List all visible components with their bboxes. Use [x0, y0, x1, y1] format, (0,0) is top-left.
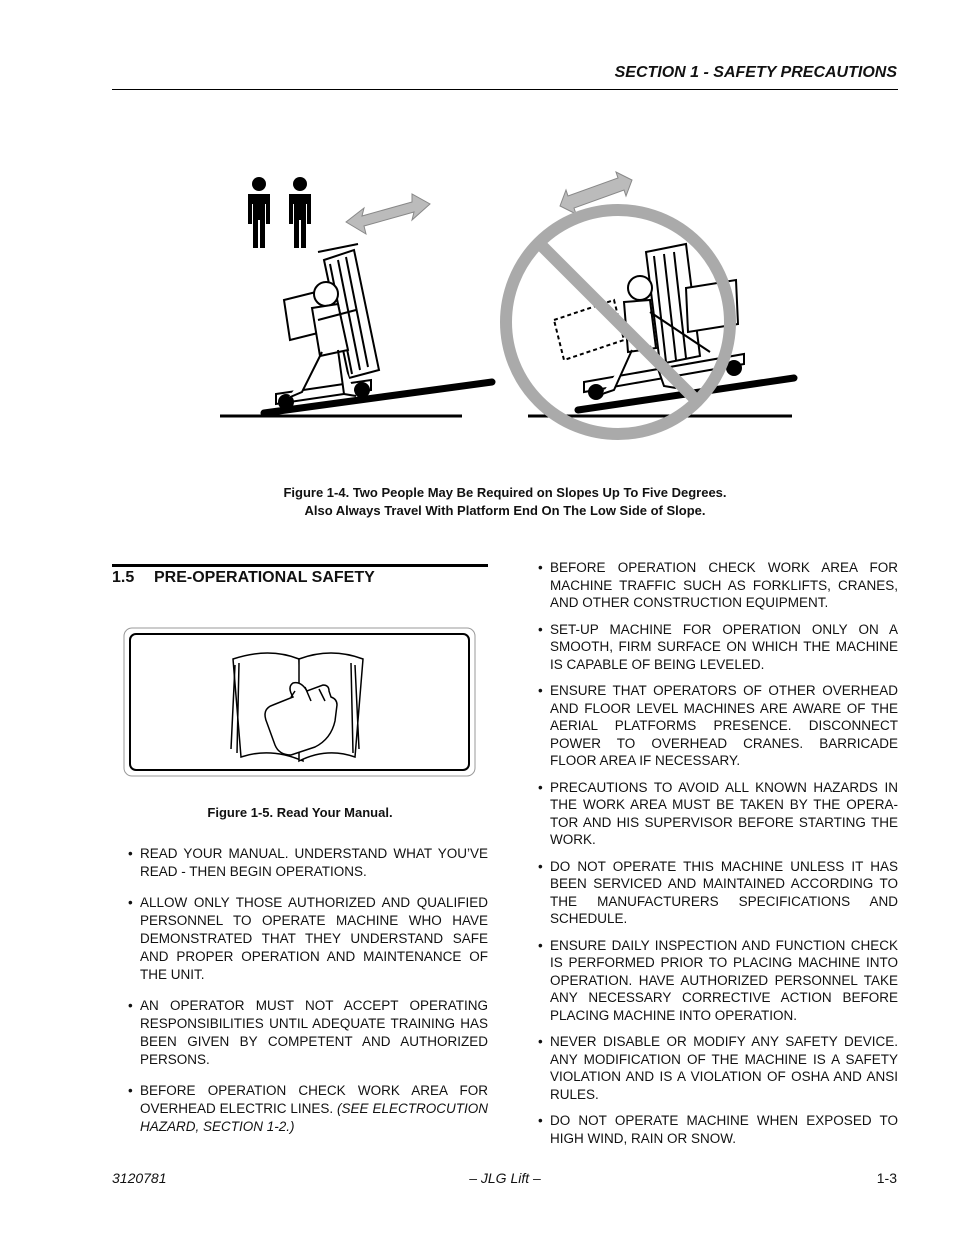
- item-text: AN OPERATOR MUST NOT ACCEPT OPERATING RESPONSIBILITIES UNTIL ADEQUATE TRAINING HAS BEEN GIVEN BY COMPETENT AND AUTHORIZED PERSONS.: [140, 998, 488, 1067]
- item-text: NEVER DISABLE OR MODIFY ANY SAFETY DEVICE. ANY MODIFICATION OF THE MACHINE IS A SAFETY VIOLATION AND IS A VIOLATION OF OSHA AND ANSI RULES.: [550, 1034, 898, 1102]
- list-item: [128, 1082, 488, 1136]
- item-text: ENSURE DAILY INSPECTION AND FUNCTION CHECK IS PERFORMED PRIOR TO PLACING MACHINE INTO OPERATION. HAVE AUTHORIZED PERSONNEL TAKE ANY NECESSARY CORRECTIVE ACTION BEFORE PLACING MACHINE INTO OPERATION.: [550, 937, 898, 1023]
- item-text: READ YOUR MANUAL. UNDERSTAND WHAT YOU’VE READ - THEN BEGIN OPERATIONS.: [140, 846, 488, 879]
- item-text: DO NOT OPERATE THIS MACHINE UNLESS IT HAS BEEN SERVICED AND MAINTAINED ACCORDING TO THE MANUFACTURERS SPECIFICATIONS AND SCHEDULE.: [550, 858, 898, 926]
- item-text: SET-UP MACHINE FOR OPERATION ONLY ON A SMOOTH, FIRM SURFACE ON WHICH THE MACHINE IS CAPABLE OF BEING LEVELED.: [550, 621, 898, 672]
- list-item: [538, 621, 898, 674]
- left-column: [128, 845, 488, 1149]
- list-item: [128, 845, 488, 881]
- two-people-icon: [248, 177, 311, 248]
- list-item: [538, 559, 898, 612]
- bullet: •: [128, 998, 133, 1013]
- list-item: [538, 779, 898, 849]
- bullet: •: [128, 1083, 133, 1098]
- list-item: [538, 682, 898, 770]
- figure-1-5-caption: Figure 1-5. Read Your Manual.: [207, 805, 393, 820]
- right-column: [538, 559, 898, 1156]
- list-item: [538, 937, 898, 1025]
- section-number: 1.5: [112, 569, 135, 586]
- caption-line: Also Always Travel With Platform End On The Low Side of Slope.: [304, 503, 706, 518]
- bullet: •: [538, 683, 543, 698]
- list-item: [538, 1112, 898, 1147]
- section-heading: [112, 569, 375, 587]
- header-rule: [112, 89, 898, 90]
- item-reference: (SEE ELECTROCUTION HAZARD, SECTION 1-2.): [140, 1101, 488, 1134]
- figure-1-4-caption: [112, 484, 898, 520]
- list-item: [538, 858, 898, 928]
- bullet: •: [538, 1113, 543, 1128]
- bullet: •: [128, 895, 133, 910]
- list-item: [128, 997, 488, 1069]
- section-rule: [112, 564, 488, 567]
- item-text: ENSURE THAT OPERATORS OF OTHER OVERHEAD AND FLOOR LEVEL MACHINES ARE AWARE OF THE AERIAL PLATFORMS PRESENCE. DISCONNECT POWER TO OVERHEAD CRANES. BARRICADE FLOOR AREA IF NECESSARY.: [550, 683, 898, 768]
- footer-page-number: 1-3: [876, 1170, 897, 1186]
- bullet: •: [538, 621, 543, 637]
- item-text: DO NOT OPERATE MACHINE WHEN EXPOSED TO HIGH WIND, RAIN OR SNOW.: [550, 1113, 898, 1146]
- footer-publisher: – JLG Lift –: [469, 1170, 541, 1186]
- figure-slope-illustration: [214, 170, 804, 460]
- bullet: •: [538, 1034, 543, 1049]
- item-text: BEFORE OPERATION CHECK WORK AREA FOR OVERHEAD ELECTRIC LINES.: [140, 1083, 488, 1116]
- bullet: •: [538, 858, 543, 874]
- list-item: [538, 1033, 898, 1103]
- section-title: PRE-OPERATIONAL SAFETY: [154, 569, 375, 586]
- double-arrow-icon: [346, 194, 430, 234]
- bullet: •: [128, 846, 133, 861]
- caption-line: Figure 1-4. Two People May Be Required on Slopes Up To Five Degrees.: [283, 485, 727, 500]
- list-item: [128, 894, 488, 984]
- item-text: PRECAUTIONS TO AVOID ALL KNOWN HAZARDS IN THE WORK AREA MUST BE TAKEN BY THE OPERA-TOR AND HIS SUPERVISOR BEFORE STARTING THE WORK.: [550, 779, 898, 847]
- item-text: ALLOW ONLY THOSE AUTHORIZED AND QUALIFIED PERSONNEL TO OPERATE MACHINE WHO HAVE DEMONSTRATED THAT THEY UNDERSTAND SAFE AND PROPER OPERATION AND MAINTENANCE OF THE UNIT.: [140, 895, 488, 982]
- item-text: BEFORE OPERATION CHECK WORK AREA FOR MACHINE TRAFFIC SUCH AS FORKLIFTS, CRANES, AND OTHER CONSTRUCTION EQUIPMENT.: [550, 560, 898, 610]
- bullet: •: [538, 779, 543, 795]
- bullet: •: [538, 560, 543, 575]
- bullet: •: [538, 937, 543, 953]
- figure-read-manual: [123, 627, 476, 777]
- section-header: SECTION 1 - SAFETY PRECAUTIONS: [614, 64, 897, 81]
- footer-doc-number: 3120781: [112, 1170, 167, 1186]
